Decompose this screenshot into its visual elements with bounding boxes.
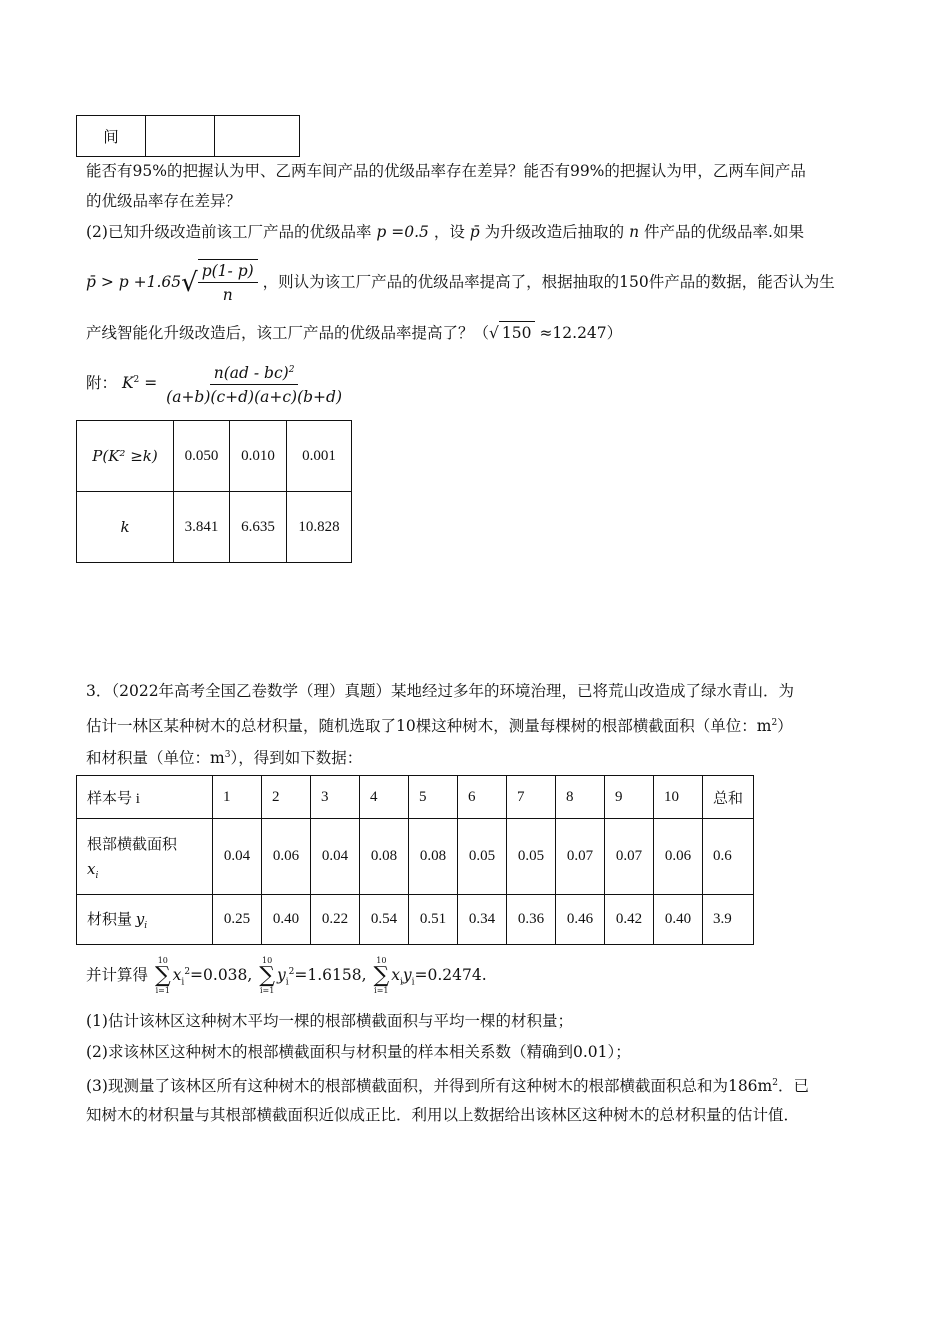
text-segment: ≈12.247） (539, 324, 623, 342)
table-row (77, 776, 754, 819)
table-cell: 0.010 (230, 421, 287, 492)
appendix-label: 附： (86, 374, 118, 393)
fraction: $\frac{p(1- p)}{n}$ (198, 259, 258, 307)
text-line: p̄ > p +1.65√ $\frac{p(1- p)}{n}$ ，则认为该工厂产品的优级品率提高了，根据抽取的150件产品的数据，能否认为生 (86, 258, 835, 307)
text-line: 能否有95%的把握认为甲、乙两车间产品的优级品率存在差异？能否有99%的把握认为甲，乙两车间产品 (86, 162, 806, 180)
fraction: $\frac{n(ad - bc)^2}{(a+b)(c+d)(a+c)(b+d)}$ (162, 359, 346, 409)
table-cell: 0.40 (654, 895, 703, 945)
table-cell: 0.54 (360, 895, 409, 945)
sum-value: =0.038, (190, 966, 253, 985)
summation-symbol: 10 ∑ i=1 (259, 956, 275, 996)
exponent: 2 (133, 375, 140, 385)
table-cell: 0.07 (605, 819, 654, 895)
text-line: 知树木的材积量与其根部横截面积近似成正比．利用以上数据给出该林区这种树木的总材积量的估计值． (86, 1106, 800, 1124)
sum-value: =0.2474 (414, 966, 482, 985)
text-line: (1)估计该林区这种树木平均一棵的根部横截面积与平均一棵的材积量； (86, 1012, 573, 1030)
table-cell: 2 (262, 776, 311, 819)
text-line: (2)求该林区这种树木的根部横截面积与材积量的样本相关系数（精确到0.01）； (86, 1043, 631, 1061)
text-segment: ），得到如下数据： (230, 749, 363, 768)
text-segment: 产线智能化升级改造后，该工厂产品的优级品率提高了？（ (86, 324, 490, 342)
table-row-label: k (77, 492, 174, 563)
table-cell (146, 116, 215, 157)
math-symbol: p̄ (469, 223, 480, 241)
table-cell: 间 (77, 116, 146, 157)
table-cell: 0.42 (605, 895, 654, 945)
appendix-formula (86, 355, 346, 409)
text-line: 的优级品率存在差异？ (86, 192, 242, 210)
table-cell: 0.05 (458, 819, 507, 895)
summation-symbol: 10 ∑ i=1 (154, 956, 171, 996)
sum-value: =1.6158, (294, 966, 367, 985)
data-table (76, 775, 754, 945)
text-segment: ，设 (433, 223, 465, 241)
table-cell: 10 (654, 776, 703, 819)
math-symbol: K (121, 374, 134, 393)
text-line (86, 221, 804, 243)
unit: m (756, 717, 772, 736)
text-segment: 件产品的优级品率.如果 (644, 223, 804, 241)
table-cell: 0.36 (507, 895, 556, 945)
text-segment: ，则认为该工厂产品的优级品率提高了，根据抽取的150件产品的数据，能否认为生 (262, 273, 835, 291)
table-cell: 7 (507, 776, 556, 819)
table-cell: 0.06 (262, 819, 311, 895)
table-cell: 0.25 (213, 895, 262, 945)
table-cell: 0.08 (360, 819, 409, 895)
table-cell: 0.51 (409, 895, 458, 945)
table-cell: 0.6 (703, 819, 754, 895)
table-row-label: 根部横截面积 $x_i$ (77, 819, 213, 895)
text-segment: 和材积量（单位： (86, 749, 211, 768)
text-line: 产线智能化升级改造后，该工厂产品的优级品率提高了？（√ 150 ≈12.247） (86, 321, 622, 344)
table-row (77, 819, 754, 895)
table-cell: 0.04 (311, 819, 360, 895)
table-cell: 5 (409, 776, 458, 819)
table-cell: 0.46 (556, 895, 605, 945)
table-cell: 1 (213, 776, 262, 819)
text-segment: ．已 (777, 1077, 809, 1096)
table-cell: 0.050 (174, 421, 230, 492)
text-segment: 并计算得 (86, 966, 149, 985)
table-cell: 8 (556, 776, 605, 819)
table-cell: 0.05 (507, 819, 556, 895)
exponent: 3 (224, 750, 231, 760)
table-cell: 3.841 (174, 492, 230, 563)
table-row-label: 样本号 i (77, 776, 213, 819)
table-cell: 6 (458, 776, 507, 819)
table-cell: 4 (360, 776, 409, 819)
table-cell: 10.828 (287, 492, 352, 563)
table-cell: 0.08 (409, 819, 458, 895)
text-segment: (3)现测量了该林区所有这种树木的根部横截面积，并得到所有这种树木的根部横截面积总和为186m (86, 1077, 773, 1096)
summation-symbol: 10 ∑ i=1 (373, 956, 390, 996)
table-cell: 0.06 (654, 819, 703, 895)
table-cell: 6.635 (230, 492, 287, 563)
text-segment: ） (777, 717, 793, 736)
table-cell: 0.001 (287, 421, 352, 492)
text-line (86, 1072, 809, 1097)
equals: = (144, 374, 158, 393)
table-cell: 0.40 (262, 895, 311, 945)
text-line (86, 744, 362, 769)
table-cell: 3 (311, 776, 360, 819)
table-cell: 9 (605, 776, 654, 819)
table-cell: 0.04 (213, 819, 262, 895)
table-cell: 0.34 (458, 895, 507, 945)
text-segment: 为升级改造后抽取的 (484, 223, 625, 241)
math-expression: p̄ > p +1.65 (86, 273, 182, 291)
table-row-label: 材积量 $y_i$ (77, 895, 213, 945)
unit: m (210, 749, 225, 768)
k-critical-table (76, 420, 352, 563)
table-cell: 0.22 (311, 895, 360, 945)
text-segment: 估计一林区某种树木的总材积量，随机选取了10棵这种树木，测量每棵树的根部横截面积（单位： (86, 717, 757, 736)
table-cell (215, 116, 300, 157)
table-cell: 总和 (703, 776, 754, 819)
table-cell: 0.07 (556, 819, 605, 895)
sums-line: 并计算得 10 ∑ i=1 $x_i^2=0.038$, 10 ∑ i=1 $y_i^2=1.6158$, 10 ∑ i=1 $x_iy_i=0.2474$. (86, 956, 487, 996)
top-partial-table (76, 115, 300, 157)
table-cell: 3.9 (703, 895, 754, 945)
sqrt-value: 150 (499, 321, 535, 344)
table-header: P(K² ≥k) (77, 421, 174, 492)
math-expression: p =0.5 (376, 223, 429, 241)
exponent: 2 (771, 718, 778, 728)
text-line: 3．（2022年高考全国乙卷数学（理）真题）某地经过多年的环境治理，已将荒山改造成了绿水青山．为 (86, 682, 795, 700)
math-symbol: n (629, 223, 640, 241)
text-line (86, 712, 793, 737)
table-row (77, 895, 754, 945)
exponent: 2 (772, 1078, 778, 1088)
text-segment: (2)已知升级改造前该工厂产品的优级品率 (86, 223, 372, 241)
